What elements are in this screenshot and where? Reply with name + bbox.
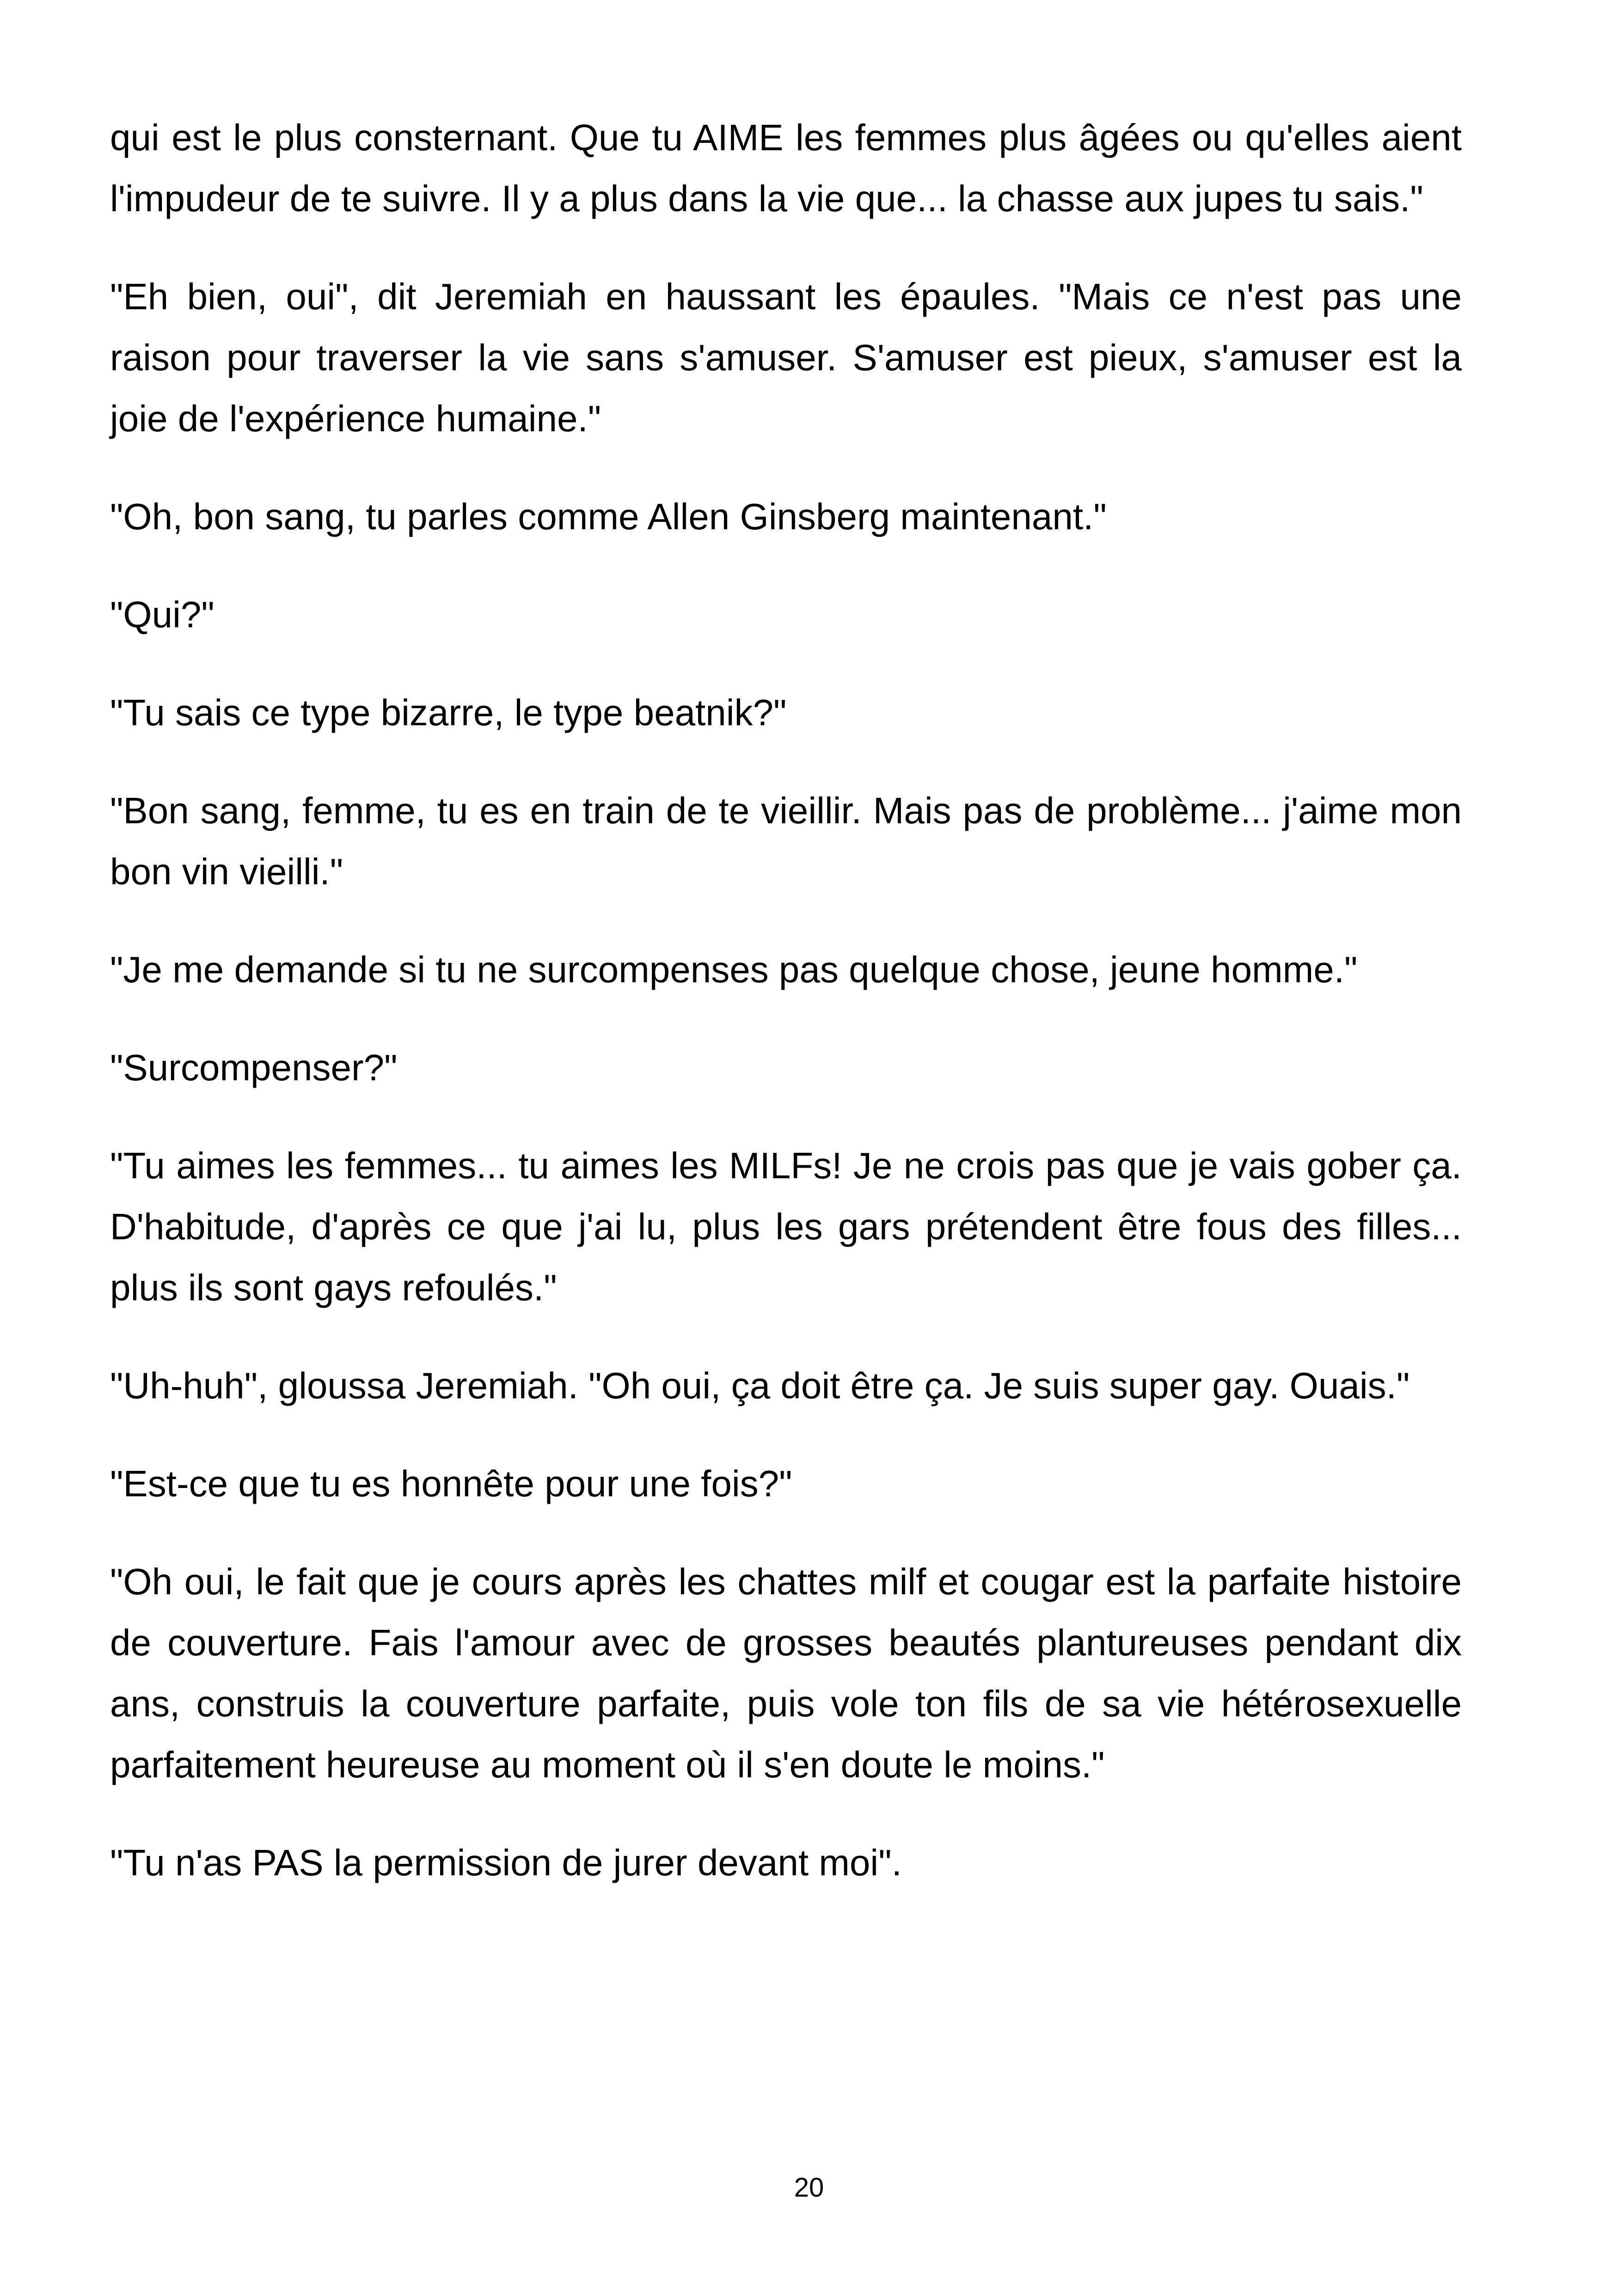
paragraph: "Oh, bon sang, tu parles comme Allen Ginsberg maintenant." xyxy=(110,496,1107,537)
paragraph: "Tu n'as PAS la permission de jurer devant moi". xyxy=(110,1842,902,1883)
paragraph: "Je me demande si tu ne surcompenses pas quelque chose, jeune homme." xyxy=(110,949,1358,990)
paragraph: "Eh bien, oui", dit Jeremiah en haussant les épaules. "Mais ce n'est pas une raison pour traverser la vie sans s'amuser. S'amuser est pieux, s'amuser est la joie de l'expérience humaine." xyxy=(110,276,1462,439)
paragraph: "Tu aimes les femmes... tu aimes les MILFs! Je ne crois pas que je vais gober ça. D'habitude, d'après ce que j'ai lu, plus les gars prétendent être fous des filles... plus ils sont gays refoulés." xyxy=(110,1145,1462,1308)
paragraph: "Qui?" xyxy=(110,594,215,635)
page-number: 20 xyxy=(794,2173,824,2203)
paragraph: qui est le plus consternant. Que tu AIME les femmes plus âgées ou qu'elles aient l'impudeur de te suivre. Il y a plus dans la vie que... la chasse aux jupes tu sais." xyxy=(110,117,1462,219)
paragraph: "Surcompenser?" xyxy=(110,1047,398,1088)
paragraph: "Est-ce que tu es honnête pour une fois?" xyxy=(110,1463,792,1504)
body-text xyxy=(110,107,1462,1930)
paragraph: "Bon sang, femme, tu es en train de te vieillir. Mais pas de problème... j'aime mon bon vin vieilli." xyxy=(110,790,1462,892)
paragraph: "Uh-huh", gloussa Jeremiah. "Oh oui, ça doit être ça. Je suis super gay. Ouais." xyxy=(110,1365,1410,1406)
paragraph: "Oh oui, le fait que je cours après les chattes milf et cougar est la parfaite histoire de couverture. Fais l'amour avec de grosses beautés plantureuses pendant dix ans, construis la couverture parfaite, puis vole ton fils de sa vie hétérosexuelle parfaitement heureuse au moment où il s'en doute le moins." xyxy=(110,1561,1462,1785)
paragraph: "Tu sais ce type bizarre, le type beatnik?" xyxy=(110,692,787,733)
